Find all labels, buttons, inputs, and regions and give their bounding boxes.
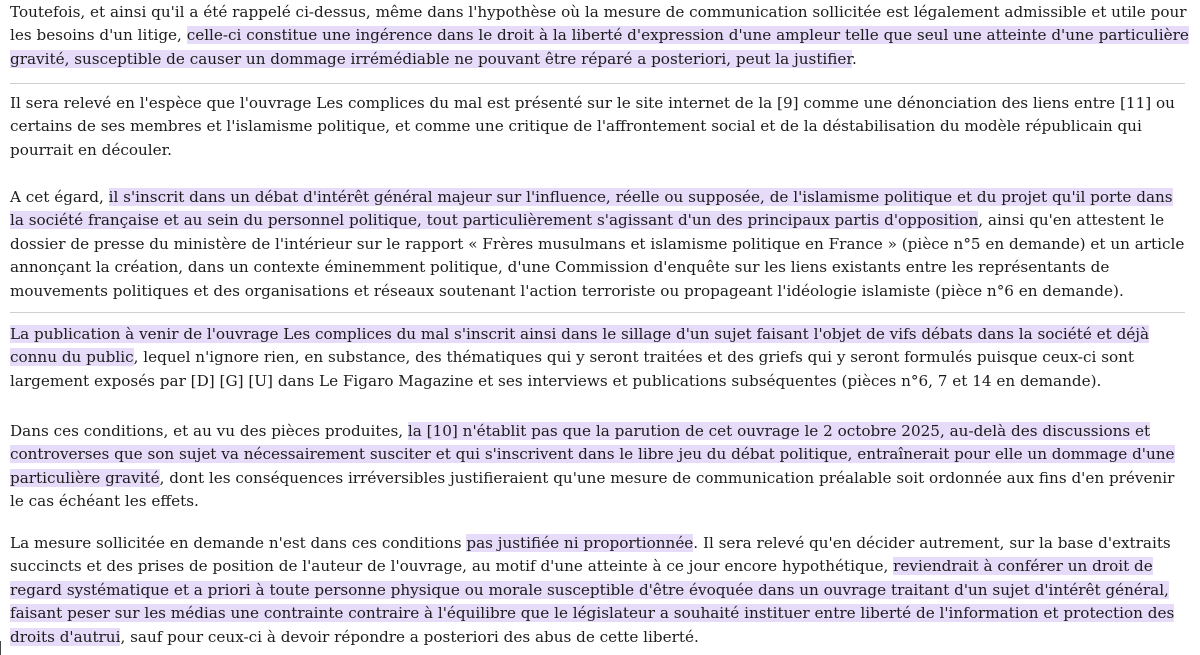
paragraph-6-highlight-1: pas justifiée ni proportionnée [466,534,694,552]
divider-2 [10,312,1185,313]
paragraph-6-highlight-2: reviendrait à conférer un droit de regard systématique et a priori à toute personne physique ou morale susceptible d'être évoquée dans un ouvrage traitant d'un sujet d'intérêt général, faisant peser sur les médias une contrainte contraire à l'équilibre que le législateur a souhaité instituer entre liberté de l'information et protection des droits d'autrui [10,557,1175,646]
paragraph-5-text: Dans ces conditions, et au vu des pièces produites, [10,422,408,440]
paragraph-3-highlight: il s'inscrit dans un débat d'intérêt général majeur sur l'influence, réelle ou supposée, de l'islamisme politique et du projet qu'il porte dans la société française et au sein du personnel politique, tout particulièrement s'agissant d'un des principaux partis d'opposition [10,188,1173,230]
paragraph-1-text-end: . [852,49,857,68]
paragraph-3 [10,186,1190,303]
paragraph-5-highlight: la [10] n'établit pas que la parution de cet ouvrage le 2 octobre 2025, au-delà des discussions et controverses que son sujet va nécessairement susciter et qui s'inscrivent dans le libre jeu du débat politique, entraînerait pour elle un dommage d'une particulière gravité [10,422,1175,487]
paragraph-6-text-middle: . Il sera relevé qu'en décider autrement, sur la base d'extraits succincts et des prises de position de l'auteur de l'ouvrage, au motif d'une atteinte à ce jour encore hypothétique, [10,534,1171,576]
paragraph-6-text: La mesure sollicitée en demande n'est dans ces conditions [10,534,467,552]
paragraph-1-text: Toutefois, et ainsi qu'il a été rappelé ci-dessus, même dans l'hypothèse où la mesure de communication sollicitée est légalement admissible et utile pour les besoins d'un litige, [10,3,1187,45]
divider-1 [10,83,1185,84]
paragraph-2-text: Il sera relevé en l'espèce que l'ouvrage Les complices du mal est présenté sur le site internet de la [9] comme une dénonciation des liens entre [11] ou certains de ses membres et l'islamisme politique, et comme une critique de l'affrontement social et de la déstabilisation du modèle républicain qui pourrait en découler. [10,94,1175,159]
paragraph-4 [10,323,1190,393]
paragraph-4-highlight: La publication à venir de l'ouvrage Les complices du mal s'inscrit ainsi dans le sillage d'un sujet faisant l'objet de vifs débats dans la société et déjà connu du public [10,325,1150,367]
paragraph-4-text-end: , lequel n'ignore rien, en substance, des thématiques qui y seront traitées et des griefs qui y seront formulés puisque ceux-ci sont largement exposés par [D] [G] [U] dans Le Figaro Magazine et ses interviews et publications subséquentes (pièces n°6, 7 et 14 en demande). [10,348,1135,390]
text-cursor [0,641,1,655]
paragraph-3-text-end: , ainsi qu'en attestent le dossier de presse du ministère de l'intérieur sur le rapport « Frères musulmans et islamisme politique en France » (pièce n°5 en demande) et un article annonçant la création, dans un contexte éminemment politique, d'une Commission d'enquête sur les liens existants entre les représentants de mouvements politiques et des organisations et réseaux soutenant l'action terroriste ou propageant l'idéologie islamiste (pièce n°6 en demande). [10,211,1185,300]
paragraph-6 [10,532,1190,649]
paragraph-1-highlight: celle-ci constitue une ingérence dans le droit à la liberté d'expression d'une ampleur telle que seul une atteinte d'une particulière gravité, susceptible de causer un dommage irrémédiable ne pouvant être réparé a posteriori, peut la justifier [10,26,1189,68]
paragraph-3-text: A cet égard, [10,188,109,206]
paragraph-5 [10,420,1190,514]
paragraph-5-text-end: , dont les conséquences irréversibles justifieraient qu'une mesure de communication préalable soit ordonnée aux fins d'en prévenir le cas échéant les effets. [10,468,1175,511]
paragraph-6-text-end: , sauf pour ceux-ci à devoir répondre a posteriori des abus de cette liberté. [120,627,699,646]
paragraph-2 [10,92,1190,162]
paragraph-1 [10,1,1190,71]
